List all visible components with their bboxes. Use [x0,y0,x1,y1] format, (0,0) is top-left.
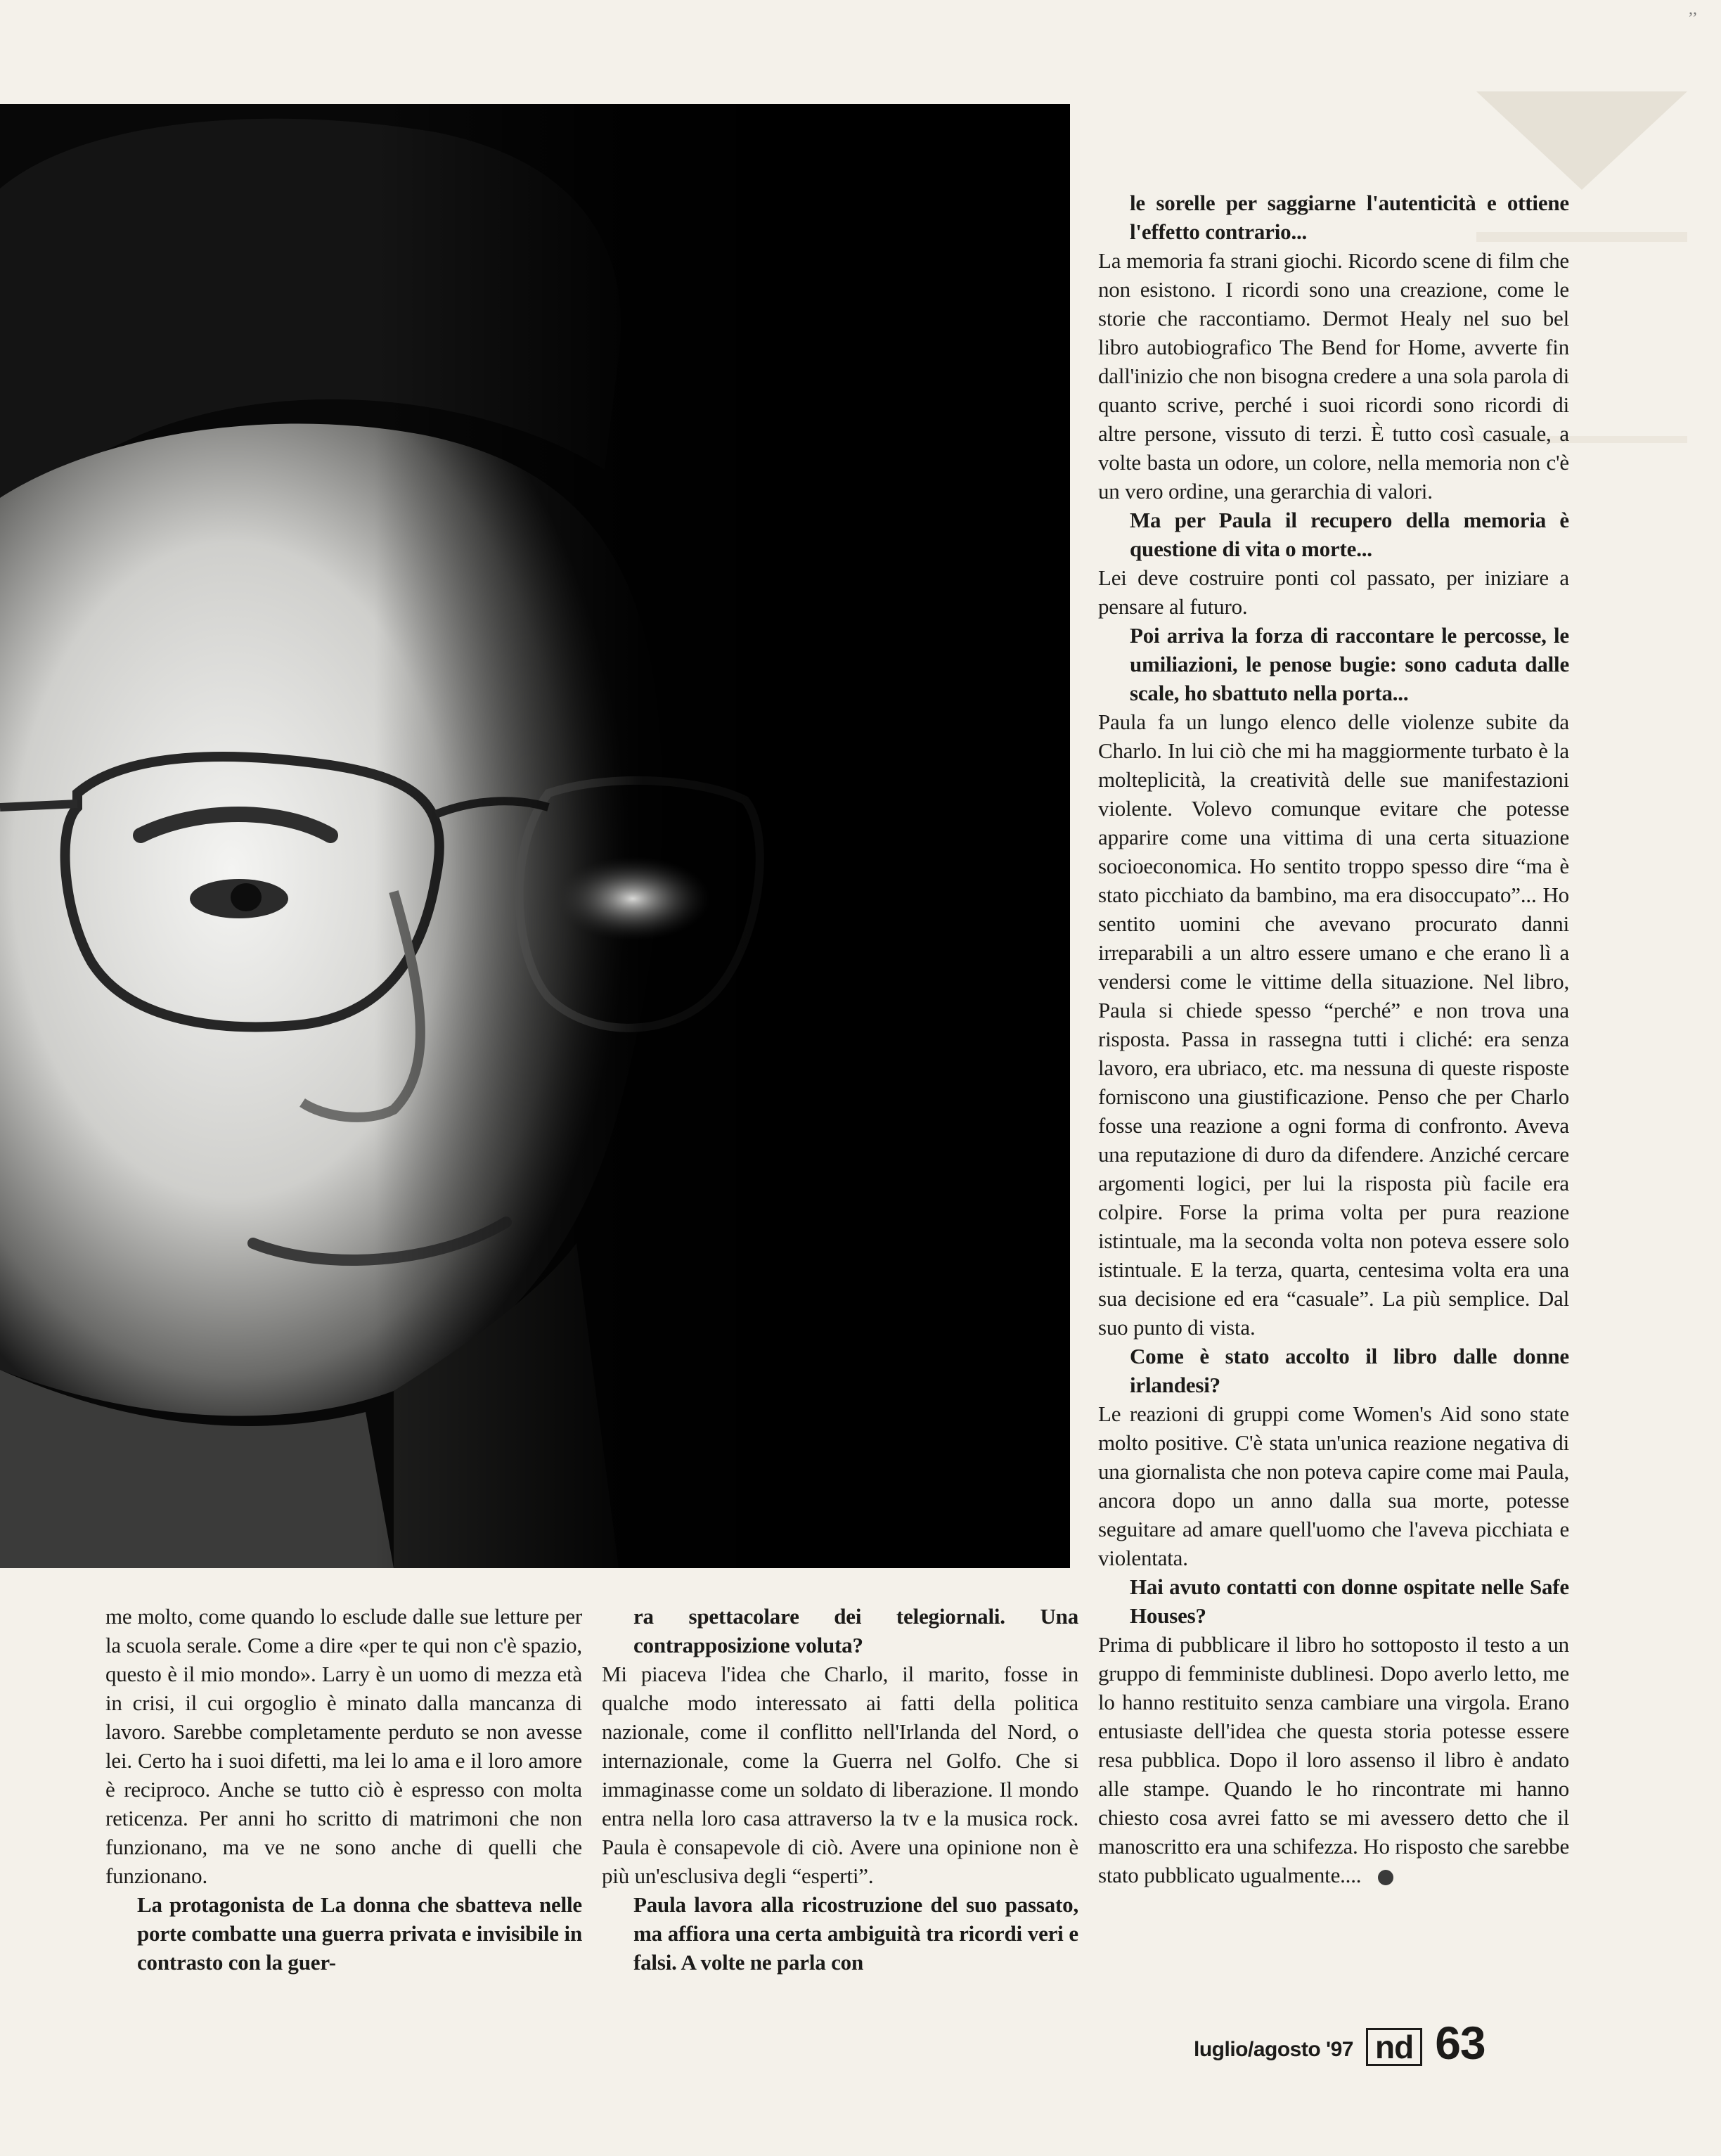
portrait-photo [0,104,1070,1568]
issue-date: luglio/agosto '97 [1194,2038,1353,2061]
question: Ma per Paula il recupero della memoria è questione di vita o morte... [1130,508,1569,561]
answer: Lei deve costruire ponti col passato, per iniziare a pensare al futuro. [1098,565,1569,619]
question: Paula lavora alla ricostruzione del suo passato, ma affiora una certa ambiguità tra ricordi veri e falsi. A volte ne parla con [633,1892,1078,1975]
column-middle [602,1602,1078,1977]
column-left [105,1602,582,1977]
page-number: 63 [1435,2017,1485,2069]
question: le sorelle per saggiarne l'autenticità e ottiene l'effetto contrario... [1130,191,1569,244]
end-of-article-bullet-icon [1378,1870,1393,1885]
portrait-illustration [0,104,1070,1568]
answer [1098,1630,1569,1889]
answer: Mi piaceva l'idea che Charlo, il marito, fosse in qualche modo interessato ai fatti della politica nazionale, come il conflitto nell'Irlanda del Nord, o internazionale, come la Guerra nel Golfo. Che si immaginasse come un soldato di liberazione. Il mondo entra nella loro casa attraverso la tv e la musica rock. Paula è consapevole di ciò. Avere una opinione non è più un'esclusiva degli “esperti”. [602,1662,1078,1888]
column-right [1098,188,1569,1889]
page-footer [1194,2017,1485,2069]
answer: Le reazioni di gruppi come Women's Aid sono state molto positive. C'è stata un'unica reazione negativa di una giornalista che non poteva capire come mai Paula, ancora dopo un anno dalla sua morte, potesse seguitare ad amare quell'uomo che l'aveva picchiata e violentata. [1098,1401,1569,1570]
question: La protagonista de La donna che sbatteva nelle porte combatte una guerra privata e invisibile in contrasto con la guer- [137,1892,582,1975]
question: Come è stato accolto il libro dalle donne irlandesi? [1130,1344,1569,1397]
answer-text: Prima di pubblicare il libro ho sottoposto il testo a un gruppo di femministe dublinesi. Dopo averlo letto, me lo hanno restituito senza cambiare una virgola. Erano entusiaste dell'idea che questa storia potesse essere resa pubblica. Dopo il loro assenso il libro è andato alle stampe. Quando le ho rincontrate mi hanno chiesto cosa avrei fatto se mi avessero detto che il manoscritto era una schifezza. Ho risposto che sarebbe stato pubblicato ugualmente.... [1098,1632,1569,1887]
answer: La memoria fa strani giochi. Ricordo scene di film che non esistono. I ricordi sono una creazione, come le storie che raccontiamo. Dermot Healy nel suo bel libro autobiografico The Bend for Home, avverte fin dall'inizio che non bisogna credere a una sola parola di quanto scrive, perché i suoi ricordi sono ricordi di altre persone, vissuto di terzi. È tutto così casuale, a volte basta un odore, un colore, nella memoria non c'è un vero ordine, una gerarchia di valori. [1098,248,1569,503]
magazine-logo: nd [1366,2028,1422,2066]
question: ra spettacolare dei telegiornali. Una contrapposizione voluta? [633,1604,1078,1657]
question: Poi arriva la forza di raccontare le percosse, le umiliazioni, le penose bugie: sono caduta dalle scale, ho sbattuto nella porta... [1130,623,1569,705]
page-corner-mark: ,, [1689,0,1697,18]
answer: me molto, come quando lo esclude dalle sue letture per la scuola serale. Come a dire «per te qui non c'è spazio, questo è il mio mondo». Larry è un uomo di mezza età in crisi, il cui orgoglio è minato dalla mancanza di lavoro. Sarebbe completamente perduto se non avesse lei. Certo ha i suoi difetti, ma lei lo ama e il loro amore è reciproco. Anche se tutto ciò è espresso con molta reticenza. Per anni ho scritto di matrimoni che non funzionano, ma ve ne sono anche di quelli che funzionano. [105,1604,582,1888]
answer: Paula fa un lungo elenco delle violenze subite da Charlo. In lui ciò che mi ha maggiormente turbato è la molteplicità, la creatività delle sue manifestazioni violente. Volevo comunque evitare che potesse apparire come una vittima di una certa situazione socioeconomica. Ho sentito troppo spesso dire “ma è stato picchiato da bambino, ma era disoccupato”... Ho sentito uomini che avevano procurato danni irreparabili a un altro essere umano e che erano lì a vendersi come le vittime della situazione. Nel libro, Paula si chiede spesso “perché” e non trova una risposta. Passa in rassegna tutti i cliché: era senza lavoro, era ubriaco, etc. ma nessuna di queste risposte forniscono una giustificazione. Penso che per Charlo fosse una reazione a ogni forma di confronto. Aveva una reputazione di duro da difendere. Anziché cercare argomenti logici, per lui la risposta più facile era colpire. Forse la prima volta per pura reazione istintuale, ma la seconda volta non poteva essere solo istintuale. E la terza, quarta, centesima volta era una sua decisione ed era “casuale”. La più semplice. Dal suo punto di vista. [1098,710,1569,1340]
question: Hai avuto contatti con donne ospitate nelle Safe Houses? [1130,1574,1569,1628]
